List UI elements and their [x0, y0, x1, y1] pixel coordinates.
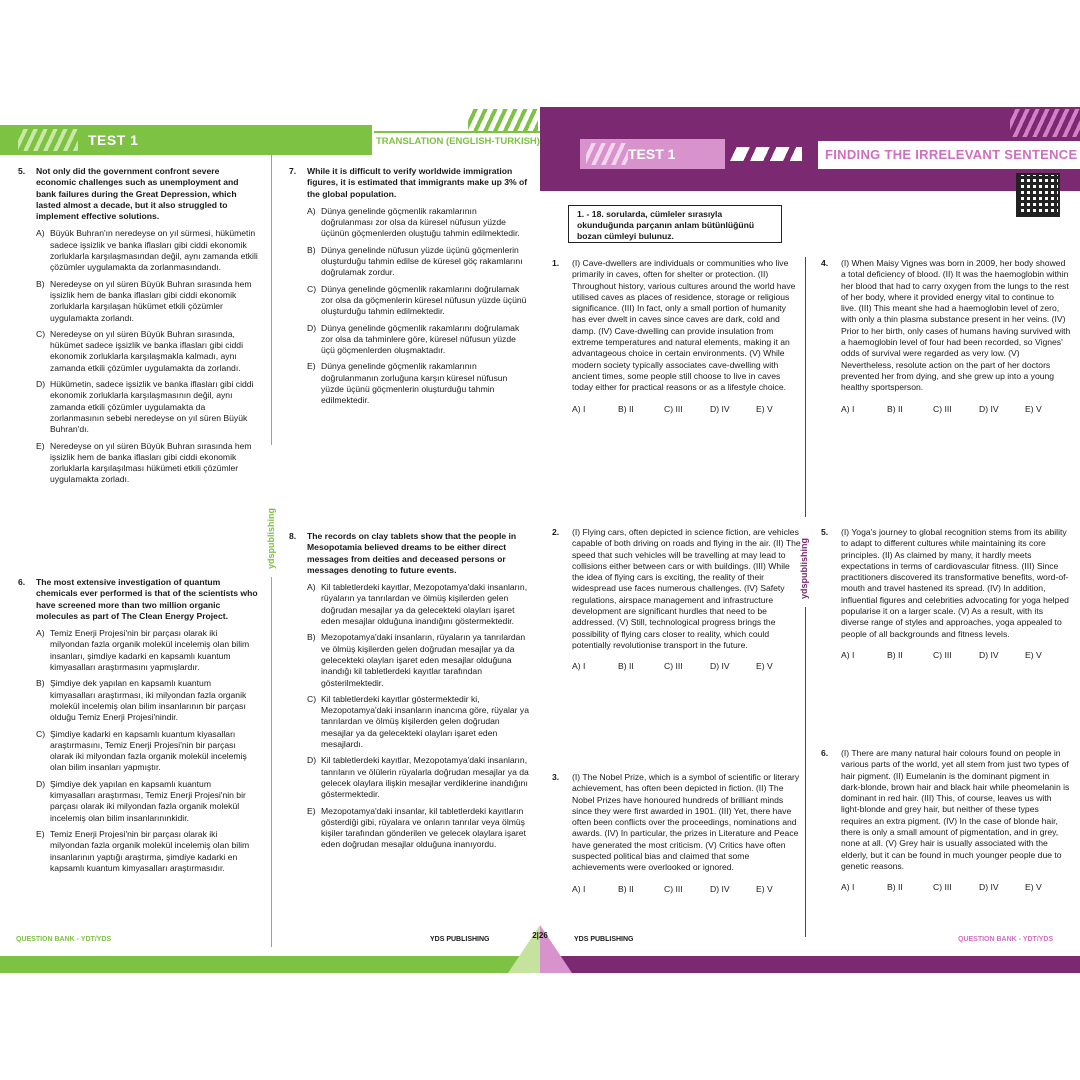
question-6 [18, 577, 258, 879]
left-footer-band [0, 956, 540, 973]
answer-e[interactable]: E) V [756, 403, 773, 414]
option-c[interactable]: C) Kil tabletlerdeki kayıtlar göstermektedir ki, Mezopotamya'daki insanların inancına göre, rüyalar ya tanrılardan ve ölmüş kişilerden gelen doğrudan mesajlar ya da gelecekteki olayları işaret eden mesajlardı. [307, 693, 530, 750]
answer-c[interactable]: C) III [664, 403, 683, 414]
option-c[interactable]: C) Neredeyse on yıl süren Büyük Buhran sırasında, hükümet sadece işsizlik ve banka iflasları gibi ciddi ekonomik zorluklarla karşılaşmakla kalmadı, aynı zamanda etkili çözümler uygulamakta da zorlandı. [36, 328, 243, 373]
question-text: (I) Flying cars, often depicted in science fiction, are vehicles capable of both driving on roads and flying in the air. (II) The speed that such vehicles will be travelling at may lead to collisions either between cars or with buildings. (III) While the idea of flying cars is exciting, the reality of their widespread use faces numerous challenges. (IV) Safety regulations, airspace management and infrastructure development are significant hurdles that need to be addressed. (V) Still, technological progress brings the possibility of flying cars closer to reality, which could potentially revolutionise transport in the future. [572, 527, 801, 650]
left-header-title: TEST 1 [88, 132, 139, 148]
answer-c[interactable]: C) III [933, 882, 952, 893]
option-a[interactable]: A) Dünya genelinde göçmenlik rakamlarının doğrulanması zor olsa da küresel nüfusun yüzde üçünün göçmenlerden oluştuğu tahmin edilmektedir. [307, 205, 520, 239]
answer-d[interactable]: D) IV [710, 883, 730, 894]
answer-a[interactable]: A) I [841, 649, 855, 660]
question-8 [289, 531, 529, 856]
answer-a[interactable]: A) I [841, 403, 855, 414]
answer-c[interactable]: C) III [664, 883, 683, 894]
answer-e[interactable]: E) V [1025, 649, 1042, 660]
answer-d[interactable]: D) IV [710, 661, 730, 672]
answer-b[interactable]: B) II [618, 883, 634, 894]
answer-c[interactable]: C) III [664, 661, 683, 672]
right-header-dashes [730, 147, 802, 161]
answer-b[interactable]: B) II [887, 649, 903, 660]
question-number: 5. [821, 527, 829, 537]
option-a[interactable]: A) Temiz Enerji Projesi'nin bir parçası olarak iki milyondan fazla organik molekül incelemiş olan bilim insanları, şimdiye kadarki en kapsamlı kuantum kimyasalları araştırmasını yapmışlardır. [36, 628, 250, 673]
question-7 [289, 166, 529, 412]
question-3 [552, 772, 800, 895]
question-text: While it is difficult to verify worldwide immigration figures, it is estimated that immigrants make up 3% of the global population. [307, 166, 528, 199]
option-d[interactable]: D) Kil tabletlerdeki kayıtlar, Mezopotamya'daki insanların, tanrıların ve ölülerin rüyalarla doğrudan mesajlar ya da gelecek olaylara ilişkin mesajlar verdiklerine inandığını göstermektedir. [307, 755, 529, 800]
option-b[interactable]: B) Neredeyse on yıl süren Büyük Buhran sırasında hem işsizlik hem de banka iflasları gibi ciddi ekonomik zorluklarla karşılaşan hükümet etkili çözümler uygulamakta zorlandı. [36, 278, 252, 323]
question-6-irrelevant [821, 748, 1070, 894]
answer-row [572, 884, 802, 895]
answer-e[interactable]: E) V [756, 883, 773, 894]
left-footer-label: QUESTION BANK - YDT/YDS [16, 936, 112, 943]
left-header-band [0, 125, 372, 155]
page-number: 2|26 [532, 931, 548, 940]
option-e[interactable]: E) Neredeyse on yıl süren Büyük Buhran sırasında hem işsizlik hem de banka iflasları gibi ciddi ekonomik zorluklarla karşılaşılması hükümeti etkili çözümler uygulamakta zorladı. [36, 440, 252, 485]
question-text: (I) Cave-dwellers are individuals or communities who live primarily in caves, often for shelter or protection. (II) Throughout history, various cultures around the world have utilised caves as places of residence, storage or religious significance. (III) In fact, only a small portion of humanity has ever dwelt in caves since caves are dark, cold and damp. (IV) Cave-dwelling can provide insulation from extreme temperatures and natural elements, making it an advantageous choice in certain environments. (V) While modern society typically associates cave-dwelling with ancient times, some people still choose to live in caves today either for practical reasons or as a lifestyle choice. [572, 258, 796, 393]
answer-d[interactable]: D) IV [710, 403, 730, 414]
left-header-subtitle: TRANSLATION (ENGLISH-TURKISH) [376, 136, 540, 147]
question-number: 4. [821, 258, 829, 268]
answer-a[interactable]: A) I [572, 403, 586, 414]
answer-d[interactable]: D) IV [979, 882, 999, 893]
answer-e[interactable]: E) V [756, 661, 773, 672]
answer-c[interactable]: C) III [933, 403, 952, 414]
answer-row [572, 661, 802, 672]
column-divider [271, 155, 272, 445]
answer-b[interactable]: B) II [618, 403, 634, 414]
question-2 [552, 527, 801, 673]
right-footer-band [540, 956, 1080, 973]
qr-code-icon[interactable] [1016, 173, 1060, 217]
left-page [0, 107, 540, 973]
option-e[interactable]: E) Mezopotamya'daki insanlar, kil tabletlerdeki kayıtların gösterdiği gibi, rüyalara ve onların tanrılar veya ölmüş kişiler tarafından gönderilen ve gelecek olaylara işaret eden doğrudan mesajlar olduğuna inanıyordu. [307, 805, 526, 850]
right-header-subtitle: FINDING THE IRRELEVANT SENTENCE [825, 147, 1078, 162]
question-text: Not only did the government confront severe economic challenges such as unemployment and bank failures during the Great Depression, which lasted almost a decade, but it also struggled to implement effective solutions. [36, 166, 239, 222]
question-number: 1. [552, 258, 560, 268]
option-e[interactable]: E) Temiz Enerji Projesi'nin bir parçası olarak iki milyondan fazla organik molekül incelemiş olan bilim insanlarının yaptığı araştırma, şimdiye kadarki en kapsamlı kuantum kimyasalları araştırmasıdır. [36, 828, 250, 873]
option-b[interactable]: B) Dünya genelinde nüfusun yüzde üçünü göçmenlerin oluşturduğu tahmin edilse de küresel göç rakamlarını doğrulamak zordur. [307, 244, 523, 278]
answer-a[interactable]: A) I [572, 661, 586, 672]
answer-c[interactable]: C) III [933, 649, 952, 660]
option-b[interactable]: B) Mezopotamya'daki insanların, rüyaların ya tanrılardan ve ölmüş kişilerden gelen doğrudan mesajlar ya da gelecekteki olayları işaret eden mesajlar olduğuna inandığı kil tabletlerdeki kayıtlar tarafından gösterilmektedir. [307, 632, 526, 688]
question-number: 3. [552, 772, 560, 782]
answer-e[interactable]: E) V [1025, 403, 1042, 414]
question-number: 8. [289, 531, 297, 541]
instruction-box: 1. - 18. sorularda, cümleler sırasıyla okunduğunda parçanın anlam bütünlüğünü bozan cümleyi bulunuz. [568, 205, 782, 243]
answer-row [572, 404, 802, 415]
right-page [540, 107, 1080, 973]
answer-d[interactable]: D) IV [979, 403, 999, 414]
question-text: (I) There are many natural hair colours found on people in various parts of the world, yet all stem from just two types of hair pigment. (II) Eumelanin is the dominant pigment in dark-blonde, brown hair and black hair while pheomelanin is dominant in red hair. (III) This, of course, leaves us with light-blonde and grey hair, but neither of these types requires an extra pigment. (IV) In the case of blonde hair, there is only a small amount of pigmentation, and in grey, none at all. (V) Grey hair is usually associated with the elderly, but it can be found in much younger people due to genetic reasons. [841, 748, 1070, 871]
question-number: 6. [18, 577, 26, 587]
question-text: (I) When Maisy Vignes was born in 2009, her body showed a total deficiency of blood. (II) It was the haemoglobin within her blood that had to carry oxygen from the lungs to the rest of her body, where it provided energy vital to continue to live. (III) This meant she had a haemoglobin level of zero, with only a thin plasma substance present in her veins. (IV) Prior to her birth, only cases of humans having survived with a haemoglobin level of four had been recorded, so Vignes' odds of survival were regarded as very low. (V) Nevertheless, resolute action on the part of her doctors prevented her from dying, and she grew up into a young healthy sportsperson. [841, 258, 1071, 393]
question-5-irrelevant [821, 527, 1069, 661]
question-number: 5. [18, 166, 26, 176]
question-text: (I) Yoga's journey to global recognition stems from its ability to adapt to different cultures while maintaining its core principles. (II) As claimed by many, it hardly meets expectations in terms of cardiovascular fitness. (III) Since practitioners discovered its transformative benefits, word-of-mouth and travel hastened its spread. (IV) In addition, influential figures and celebrities advocating for yoga helped popularise it on a larger scale. (V) As a result, with its diverse range of styles and approaches, yoga appealed to people of all backgrounds and fitness levels. [841, 527, 1069, 639]
answer-b[interactable]: B) II [618, 661, 634, 672]
question-text: The records on clay tablets show that the people in Mesopotamia believed dreams to be either direct messages from deities and deceased persons or messages denoting to future events. [307, 531, 517, 575]
option-c[interactable]: C) Dünya genelinde göçmenlik rakamlarını doğrulamak zor olsa da göçmenlerin küresel nüfusun yüzde üçünü oluşturduğu tahmin edilmektedir. [307, 283, 527, 317]
brand-vertical: ydspublishing [799, 537, 809, 599]
option-d[interactable]: D) Hükümetin, sadece işsizlik ve banka iflasları gibi ciddi ekonomik zorluklarla karşılaşmasının değil, aynı zamanda etkili çözümler uygulamakta da zorlanmasının sebebi neredeyse on yıl süren Büyük Buhran'dı. [36, 379, 254, 435]
brand-vertical: ydspublishing [266, 507, 276, 569]
option-c[interactable]: C) Şimdiye kadarki en kapsamlı kuantum kiyasalları araştırmasını, Temiz Enerji Projesi'nin bir parçası olarak iki milyondan fazla organik molekül incelemiş olan bilim insanları yapmıştır. [36, 728, 247, 773]
left-header-stripes [468, 109, 538, 131]
option-e[interactable]: E) Dünya genelinde göçmenlik rakamlarının doğrulanmanın zorluğuna karşın küresel nüfusun yüzde üçünü göçmenlerin oluşturduğu tahmin edilmektedir. [307, 361, 508, 406]
question-number: 6. [821, 748, 829, 758]
answer-d[interactable]: D) IV [979, 649, 999, 660]
answer-e[interactable]: E) V [1025, 882, 1042, 893]
column-divider [805, 257, 806, 517]
question-text: The most extensive investigation of quantum chemicals ever performed is that of the scientists who have screened more than two million organic molecules as part of The Clean Energy Project. [36, 577, 258, 621]
question-5 [18, 166, 258, 491]
question-4 [821, 258, 1071, 415]
option-b[interactable]: B) Şimdiye dek yapılan en kapsamlı kuantum kimyasalları araştırması, iki milyondan fazla organik molekül incelemiş olan bilim insanlarının bir parçası olduğu Temiz Enerji Projesi'nindir. [36, 678, 247, 723]
column-divider [805, 607, 806, 937]
column-divider [271, 577, 272, 947]
answer-row [841, 650, 1071, 661]
option-d[interactable]: D) Şimdiye dek yapılan en kapsamlı kuantum kimyasalları araştırması, Temiz Enerji Projesi'nin bir parçası olarak iki milyondan fazla organik molekül incelemiş olan bilim insanlarınınkidir. [36, 778, 246, 823]
right-footer-publisher: YDS PUBLISHING [574, 936, 634, 943]
question-number: 2. [552, 527, 560, 537]
answer-a[interactable]: A) I [572, 883, 586, 894]
answer-b[interactable]: B) II [887, 882, 903, 893]
option-a[interactable]: A) Büyük Buhran'ın neredeyse on yıl sürmesi, hükümetin sadece işsizlik ve banka iflasları gibi ciddi ekonomik zorluklarla karşılaşmasından değil, aynı zamanda etkili çözümler uygulamakta da zorlanmasındandı. [36, 228, 258, 273]
left-header [0, 107, 540, 157]
answer-row [841, 882, 1071, 893]
right-footer-label: QUESTION BANK - YDT/YDS [958, 936, 1054, 943]
answer-b[interactable]: B) II [887, 403, 903, 414]
right-header-stripes [1010, 109, 1080, 137]
question-number: 7. [289, 166, 297, 176]
left-footer-publisher: YDS PUBLISHING [430, 936, 490, 943]
option-a[interactable]: A) Kil tabletlerdeki kayıtlar, Mezopotamya'daki insanların, rüyaların ya tanrılardan ve ölmüş kişilerden gelen doğrudan mesajlar ya da gelecekteki olayları işaret eden mesajlar olduğuna inandığını göstermektedir. [307, 582, 528, 627]
answer-a[interactable]: A) I [841, 882, 855, 893]
question-text: (I) The Nobel Prize, which is a symbol of scientific or literary achievement, has often been depicted in fiction. (II) The Nobel Prizes have honoured hundreds of brilliant minds since they were first awarded in 1901. (III) Yet, there have often been conflicts over the proceedings, nominations and awards. (IV) In particular, the prizes in Literature and Peace have generated the most criticism. (V) Critics have often suspected political bias and claimed that some achievements were overlooked or ignored. [572, 772, 800, 873]
option-d[interactable]: D) Dünya genelinde göçmenlik rakamlarını doğrulamak zor olsa da tahminlere göre, küresel nüfusun yüzde üçü göçmenlerden oluşmaktadır. [307, 322, 520, 356]
page-spine-triangles [508, 920, 572, 973]
answer-row [841, 404, 1071, 415]
question-1 [552, 258, 796, 415]
right-header-title: TEST 1 [628, 146, 676, 162]
